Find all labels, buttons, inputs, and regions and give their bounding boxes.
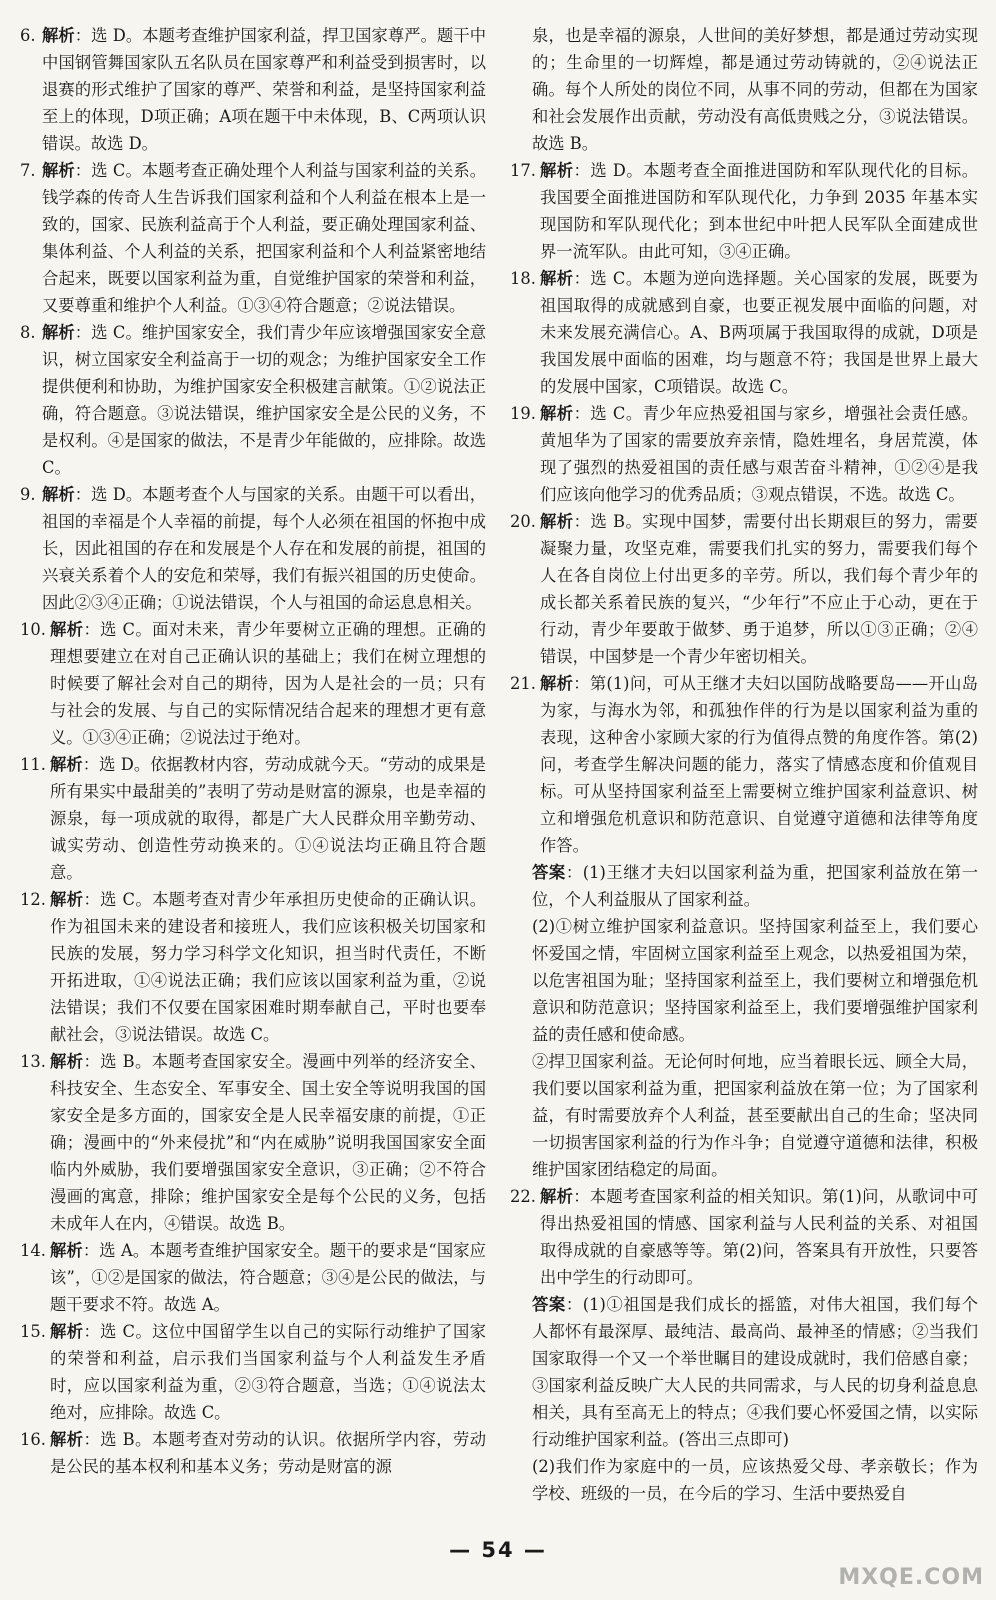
analysis-label: 解析 [50, 1241, 83, 1260]
page-number: 54 [481, 1538, 515, 1562]
question-text: 选 C。这位中国留学生以自己的实际行动维护了国家的荣誉和利益，启示我们当国家利益与个人利益发生矛盾时，应以国家利益为重，②③符合题意，当选；①④说法太绝对，应排除。故选 C。 [50, 1322, 486, 1422]
question-item: 6. 解析：选 D。本题考查维护国家利益，捍卫国家尊严。题干中中国钢管舞国家队五名队员在国家尊严和利益受到损害时，以退赛的形式维护了国家的尊严、荣誉和利益，是坚持国家利益至上的体现，D项正确；A项在题干中未体现，B、C两项认识错误。故选 D。 [20, 22, 486, 157]
q21-answer-paras [510, 913, 978, 1183]
question-number: 11. [20, 755, 46, 774]
question-text: 选 C。维护国家安全，我们青少年应该增强国家安全意识，树立国家安全利益高于一切的观念；为维护国家安全工作提供便利和协助，为维护国家安全积极建言献策。①②说法正确，符合题意。③说法错误，维护国家安全是公民的义务，不是权利。④是国家的做法，不是青少年能做的，应排除。故选 C。 [42, 323, 486, 477]
answer-label: 答案 [532, 863, 566, 882]
analysis-label: 解析 [540, 512, 574, 531]
question-number: 13. [20, 1052, 46, 1071]
question-item: 10. 解析：选 C。面对未来，青少年要树立正确的理想。正确的理想要建立在对自己正确认识的基础上；我们在树立理想的时候要了解社会对自己的期待，因为人是社会的一员；只有与社会的发展、与自己的实际情况结合起来的理想才更有意义。①③④正确；②说法过于绝对。 [20, 616, 486, 751]
question-item: 12. 解析：选 C。本题考查对青少年承担历史使命的正确认识。作为祖国未来的建设者和接班人，我们应该积极关切国家和民族的发展，努力学习科学文化知识，担当时代责任，不断开拓进取，①④说法正确；我们应该以国家利益为重，②说法错误；我们不仅要在国家困难时期奉献自己，平时也要奉献社会，③说法错误。故选 C。 [20, 886, 486, 1048]
question-number: 8. [20, 323, 36, 342]
question-number: 6. [20, 26, 36, 45]
question-text: 泉，也是幸福的源泉，人世间的美好梦想，都是通过劳动实现的；生命里的一切辉煌，都是通过劳动铸就的，②④说法正确。每个人所处的岗位不同，从事不同的劳动，但都在为国家和社会发展作出贡献，劳动没有高低贵贱之分，③说法错误。故选 B。 [532, 26, 978, 153]
question-number: 20. [510, 512, 536, 531]
question-item: 17. 解析：选 D。本题考查全面推进国防和军队现代化的目标。我国要全面推进国防和军队现代化，力争到 2035 年基本实现国防和军队现代化；到本世纪中叶把人民军队全面建成世界一流军队。由此可知，③④正确。 [510, 157, 978, 265]
question-item: 15. 解析：选 C。这位中国留学生以自己的实际行动维护了国家的荣誉和利益，启示我们当国家利益与个人利益发生矛盾时，应以国家利益为重，②③符合题意，当选；①④说法太绝对，应排除。故选 C。 [20, 1318, 486, 1426]
question-item: 8. 解析：选 C。维护国家安全，我们青少年应该增强国家安全意识，树立国家安全利益高于一切的观念；为维护国家安全工作提供便利和协助，为维护国家安全积极建言献策。①②说法正确，符合题意。③说法错误，维护国家安全是公民的义务，不是权利。④是国家的做法，不是青少年能做的，应排除。故选 C。 [20, 319, 486, 481]
answer-paragraph: (2)①树立维护国家利益意识。坚持国家利益至上，我们要心怀爱国之情，牢固树立国家利益至上观念，以热爱祖国为荣，以危害祖国为耻；坚持国家利益至上，我们要树立和增强危机意识和防范意识；坚持国家利益至上，我们要增强维护国家利益的责任感和使命感。 [532, 917, 978, 1044]
analysis-label: 解析 [50, 620, 84, 639]
question-text: 选 B。实现中国梦，需要付出长期艰巨的努力，需要凝聚力量，攻坚克难，需要我们扎实的努力，需要我们每个人在各自岗位上付出更多的辛劳。所以，我们每个青少年的成长都关系着民族的复兴，“少年行”不应止于心动，更在于行动，青少年要敢于做梦、勇于追梦，所以①③正确；②④错误，中国梦是一个青少年密切相关。 [540, 512, 978, 666]
question-number: 9. [20, 485, 36, 504]
right-items [510, 22, 978, 859]
right-column [510, 22, 978, 1507]
question-item: 18. 解析：选 C。本题为逆向选择题。关心国家的发展，既要为祖国取得的成就感到自豪，也要正视发展中面临的问题，对未来发展充满信心。A、B两项属于我国取得的成就，D项是我国发展中面临的困难，均与题意不符；我国是世界上最大的发展中国家，C项错误。故选 C。 [510, 265, 978, 400]
analysis-label: 解析 [540, 404, 574, 423]
question-text: 第(1)问，可从王继才夫妇以国防战略要岛——开山岛为家，与海水为邻，和孤独作伴的行为是以国家利益为重的表现，这种舍小家顾大家的行为值得点赞的角度作答。第(2)问，考查学生解决问题的能力，落实了情感态度和价值观目标。可从坚持国家利益至上需要树立维护国家利益意识、树立和增强危机意识和防范意识、自觉遵守道德和法律等角度作答。 [540, 674, 978, 855]
analysis-label: 解析 [50, 755, 83, 774]
question-item: 13. 解析：选 B。本题考查国家安全。漫画中列举的经济安全、科技安全、生态安全、军事安全、国土安全等说明我国的国家安全是多方面的，国家安全是人民幸福安康的前提，①正确；漫画中的“外来侵扰”和“内在威胁”说明我国国家安全面临内外威胁，我们要增强国家安全意识，③正确；②不符合漫画的寓意，排除；维护国家安全是每个公民的义务，包括未成年人在内，④错误。故选 B。 [20, 1048, 486, 1237]
question-item: 21. 解析：第(1)问，可从王继才夫妇以国防战略要岛——开山岛为家，与海水为邻，和孤独作伴的行为是以国家利益为重的表现，这种舍小家顾大家的行为值得点赞的角度作答。第(2)问，考查学生解决问题的能力，落实了情感态度和价值观目标。可从坚持国家利益至上需要树立维护国家利益意识、树立和增强危机意识和防范意识、自觉遵守道德和法律等角度作答。 [510, 670, 978, 859]
question-item: 11. 解析：选 D。依据教材内容，劳动成就今天。“劳动的成果是所有果实中最甜美的”表明了劳动是财富的源泉，也是幸福的源泉，每一项成就的取得，都是广大人民群众用辛勤劳动、诚实劳动、创造性劳动换来的。①④说法均正确且符合题意。 [20, 751, 486, 886]
question-number: 18. [510, 269, 536, 288]
question-text: 选 D。依据教材内容，劳动成就今天。“劳动的成果是所有果实中最甜美的”表明了劳动是财富的源泉，也是幸福的源泉，每一项成就的取得，都是广大人民群众用辛勤劳动、诚实劳动、创造性劳动换来的。①④说法均正确且符合题意。 [50, 755, 486, 882]
analysis-label: 解析 [50, 1430, 84, 1449]
question-text: 选 D。本题考查个人与国家的关系。由题干可以看出，祖国的幸福是个人幸福的前提，每个人必须在祖国的怀抱中成长，因此祖国的存在和发展是个人存在和发展的前提，祖国的兴衰关系着个人的安危和荣辱，我们有振兴祖国的历史使命。因此②③④正确；①说法错误，个人与祖国的命运息息相关。 [42, 485, 486, 612]
question-item: 19. 解析：选 C。青少年应热爱祖国与家乡，增强社会责任感。黄旭华为了国家的需要放弃亲情，隐姓埋名，身居荒漠，体现了强烈的热爱祖国的责任感与艰苦奋斗精神，①②④是我们应该向他学习的优秀品质；③观点错误，不选。故选 C。 [510, 400, 978, 508]
q21-answer: 答案：(1)王继才夫妇以国家利益为重，把国家利益放在第一位，个人利益服从了国家利益。 [532, 863, 978, 909]
question-number: 22. [510, 1187, 536, 1206]
question-item [510, 22, 978, 157]
analysis-label: 解析 [42, 485, 75, 504]
page-footer: — 54 — [449, 1538, 547, 1562]
question-text: 选 D。本题考查全面推进国防和军队现代化的目标。我国要全面推进国防和军队现代化，力争到 2035 年基本实现国防和军队现代化；到本世纪中叶把人民军队全面建成世界一流军队。由此可知，③④正确。 [540, 161, 978, 261]
analysis-label: 解析 [540, 674, 574, 693]
q22-answer-intro: (1)①祖国是我们成长的摇篮，对伟大祖国，我们每个人都怀有最深厚、最纯洁、最高尚、最神圣的情感；②当我们国家取得一个又一个举世瞩目的建设成就时，我们倍感自豪；③国家利益反映广大人民的共同需求，与人民的切身利益息息相关，具有至高无上的特点；④我们要心怀爱国之情，以实际行动维护国家利益。(答出三点即可) [532, 1295, 978, 1449]
question-item: 14. 解析：选 A。本题考查维护国家安全。题干的要求是“国家应该”，①②是国家的做法，符合题意；③④是公民的做法，与题干要求不符。故选 A。 [20, 1237, 486, 1318]
left-column [20, 22, 486, 1480]
question-text: 选 B。本题考查国家安全。漫画中列举的经济安全、科技安全、生态安全、军事安全、国土安全等说明我国的国家安全是多方面的，国家安全是人民幸福安康的前提，①正确；漫画中的“外来侵扰”和“内在威胁”说明我国国家安全面临内外威胁，我们要增强国家安全意识，③正确；②不符合漫画的寓意，排除；维护国家安全是每个公民的义务，包括未成年人在内，④错误。故选 B。 [50, 1052, 486, 1233]
question-item: 16. 解析：选 B。本题考查对劳动的认识。依据所学内容，劳动是公民的基本权利和基本义务；劳动是财富的源 [20, 1426, 486, 1480]
analysis-label: 解析 [50, 890, 84, 909]
answer-paragraph: (2)我们作为家庭中的一员，应该热爱父母、孝亲敬长；作为学校、班级的一员，在今后的学习、生活中要热爱自 [532, 1457, 978, 1503]
question-item: 20. 解析：选 B。实现中国梦，需要付出长期艰巨的努力，需要凝聚力量，攻坚克难，需要我们扎实的努力，需要我们每个人在各自岗位上付出更多的辛劳。所以，我们每个青少年的成长都关系着民族的复兴，“少年行”不应止于心动，更在于行动，青少年要敢于做梦、勇于追梦，所以①③正确；②④错误，中国梦是一个青少年密切相关。 [510, 508, 978, 670]
question-number: 14. [20, 1241, 46, 1260]
question-number: 12. [20, 890, 46, 909]
analysis-label: 解析 [50, 1052, 84, 1071]
answer-paragraph: ②捍卫国家利益。无论何时何地，应当着眼长远、顾全大局，我们要以国家利益为重，把国家利益放在第一位；为了国家利益，有时需要放弃个人利益，甚至要献出自己的生命；坚决同一切损害国家利益的行为作斗争；自觉遵守道德和法律，积极维护国家团结稳定的局面。 [532, 1052, 978, 1179]
analysis-label: 解析 [540, 161, 574, 180]
question-number: 21. [510, 674, 536, 693]
question-number: 10. [20, 620, 46, 639]
question-number: 16. [20, 1430, 46, 1449]
q21-answer-intro: (1)王继才夫妇以国家利益为重，把国家利益放在第一位，个人利益服从了国家利益。 [532, 863, 978, 909]
analysis-label: 解析 [42, 26, 75, 45]
question-number: 15. [20, 1322, 46, 1341]
question-number: 19. [510, 404, 536, 423]
question-text: 选 C。本题考查正确处理个人利益与国家利益的关系。钱学森的传奇人生告诉我们国家利益和个人利益在根本上是一致的，国家、民族利益高于个人利益，要正确处理国家利益、集体利益、个人利益的关系，把国家利益和个人利益紧密地结合起来，既要以国家利益为重，自觉维护国家的荣誉和利益，又要尊重和维护个人利益。①③④符合题意；②说法错误。 [42, 161, 486, 315]
question-number: 17. [510, 161, 536, 180]
question-text: 选 B。本题考查对劳动的认识。依据所学内容，劳动是公民的基本权利和基本义务；劳动是财富的源 [50, 1430, 486, 1476]
question-text: 选 C。本题考查对青少年承担历史使命的正确认识。作为祖国未来的建设者和接班人，我们应该积极关切国家和民族的发展，努力学习科学文化知识，担当时代责任，不断开拓进取，①④说法正确；我们应该以国家利益为重，②说法错误；我们不仅要在国家困难时期奉献自己，平时也要奉献社会，③说法错误。故选 C。 [50, 890, 486, 1044]
question-text: 本题考查国家利益的相关知识。第(1)问，从歌词中可得出热爱祖国的情感、国家利益与人民利益的关系、对祖国取得成就的自豪感等等。第(2)问，答案具有开放性，只要答出中学生的行动即可。 [540, 1187, 978, 1287]
watermark-logo: MXQE.COM [838, 1565, 984, 1590]
question-text: 选 C。面对未来，青少年要树立正确的理想。正确的理想要建立在对自己正确认识的基础上；我们在树立理想的时候要了解社会对自己的期待，因为人是社会的一员；只有与社会的发展、与自己的实际情况结合起来的理想才更有意义。①③④正确；②说法过于绝对。 [50, 620, 486, 747]
question-text: 选 C。本题为逆向选择题。关心国家的发展，既要为祖国取得的成就感到自豪，也要正视发展中面临的问题，对未来发展充满信心。A、B两项属于我国取得的成就，D项是我国发展中面临的困难，均与题意不符；我国是世界上最大的发展中国家，C项错误。故选 C。 [540, 269, 978, 396]
question-text: 选 A。本题考查维护国家安全。题干的要求是“国家应该”，①②是国家的做法，符合题意；③④是公民的做法，与题干要求不符。故选 A。 [50, 1241, 486, 1314]
analysis-label: 解析 [540, 269, 574, 288]
question-item: 9. 解析：选 D。本题考查个人与国家的关系。由题干可以看出，祖国的幸福是个人幸福的前提，每个人必须在祖国的怀抱中成长，因此祖国的存在和发展是个人存在和发展的前提，祖国的兴衰关系着个人的安危和荣辱，我们有振兴祖国的历史使命。因此②③④正确；①说法错误，个人与祖国的命运息息相关。 [20, 481, 486, 616]
answer-label: 答案 [532, 1295, 566, 1314]
q22-answer-paras [510, 1453, 978, 1507]
analysis-label: 解析 [42, 161, 75, 180]
question-item: 7. 解析：选 C。本题考查正确处理个人利益与国家利益的关系。钱学森的传奇人生告诉我们国家利益和个人利益在根本上是一致的，国家、民族利益高于个人利益，要正确处理国家利益、集体利益、个人利益的关系，把国家利益和个人利益紧密地结合起来，既要以国家利益为重，自觉维护国家的荣誉和利益，又要尊重和维护个人利益。①③④符合题意；②说法错误。 [20, 157, 486, 319]
q22-answer: 答案：(1)①祖国是我们成长的摇篮，对伟大祖国，我们每个人都怀有最深厚、最纯洁、最高尚、最神圣的情感；②当我们国家取得一个又一个举世瞩目的建设成就时，我们倍感自豪；③国家利益反映广大人民的共同需求，与人民的切身利益息息相关，具有至高无上的特点；④我们要心怀爱国之情，以实际行动维护国家利益。(答出三点即可) [532, 1295, 978, 1449]
question-text: 选 D。本题考查维护国家利益，捍卫国家尊严。题干中中国钢管舞国家队五名队员在国家尊严和利益受到损害时，以退赛的形式维护了国家的尊严、荣誉和利益，是坚持国家利益至上的体现，D项正确；A项在题干中未体现，B、C两项认识错误。故选 D。 [42, 26, 486, 153]
analysis-label: 解析 [50, 1322, 84, 1341]
question-item-22: 22. 解析：本题考查国家利益的相关知识。第(1)问，从歌词中可得出热爱祖国的情感、国家利益与人民利益的关系、对祖国取得成就的自豪感等等。第(2)问，答案具有开放性，只要答出中学生的行动即可。 [510, 1183, 978, 1291]
question-text: 选 C。青少年应热爱祖国与家乡，增强社会责任感。黄旭华为了国家的需要放弃亲情，隐姓埋名，身居荒漠，体现了强烈的热爱祖国的责任感与艰苦奋斗精神，①②④是我们应该向他学习的优秀品质；③观点错误，不选。故选 C。 [540, 404, 978, 504]
question-number: 7. [20, 161, 36, 180]
analysis-label: 解析 [42, 323, 75, 342]
analysis-label: 解析 [540, 1187, 574, 1206]
